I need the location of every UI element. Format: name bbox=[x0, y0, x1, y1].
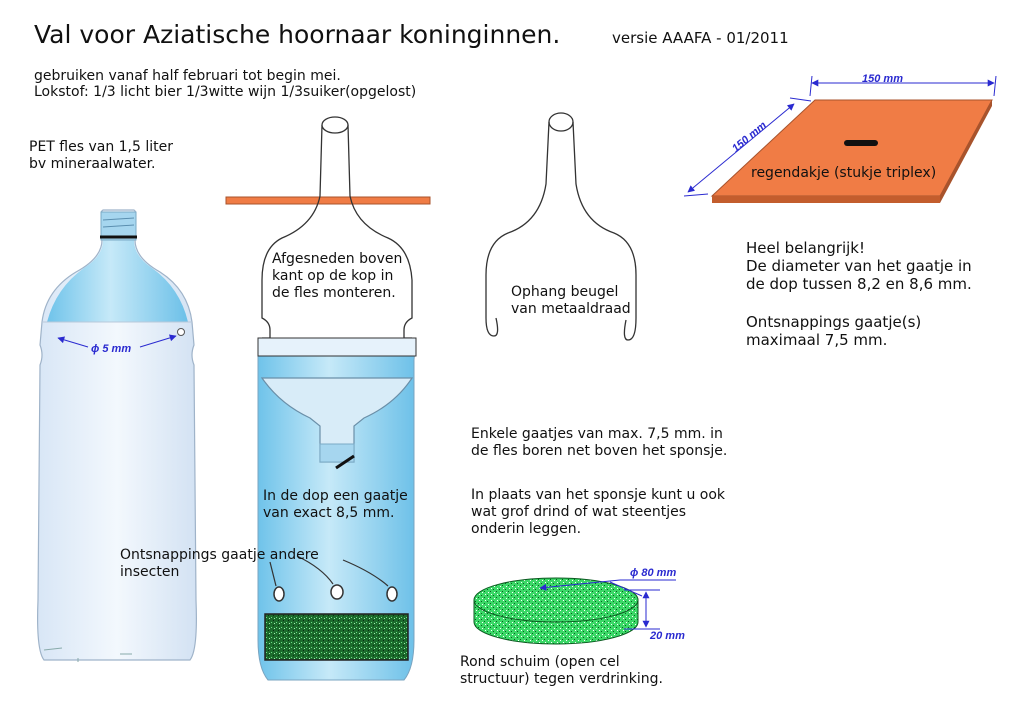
trap-cut-label: Afgesneden boven kant op de kop in de fles monteren. bbox=[272, 251, 403, 301]
hanger-label: Ophang beugel van metaaldraad bbox=[511, 284, 631, 317]
hole-dim-label: ϕ 5 mm bbox=[91, 343, 132, 355]
trap-roof-plank bbox=[226, 197, 430, 204]
trap-escape-label: Ontsnappings gaatje andere insecten bbox=[120, 547, 319, 580]
escape-max-note: Ontsnappings gaatje(s) maximaal 7,5 mm. bbox=[746, 313, 922, 349]
intro-usage: gebruiken vanaf half februari tot begin mei. bbox=[34, 68, 341, 84]
bottle-hole bbox=[178, 329, 185, 336]
alternative-note: In plaats van het sponsje kunt u ook wat grof drind of wat steentjes onderin leggen. bbox=[471, 487, 726, 537]
roof-depth-label: 150 mm bbox=[729, 119, 770, 155]
rain-roof bbox=[684, 76, 996, 203]
trap-sponge bbox=[265, 614, 408, 660]
pet-bottle-caption: PET fles van 1,5 liter bv mineraalwater. bbox=[29, 139, 174, 172]
roof-width-label: 150 mm bbox=[862, 73, 903, 85]
escape-hole-2 bbox=[331, 585, 343, 599]
sponge-diameter-label: ϕ 80 mm bbox=[630, 567, 677, 579]
version-label: versie AAAFA - 01/2011 bbox=[612, 29, 789, 47]
roof-label: regendakje (stukje triplex) bbox=[751, 165, 937, 181]
holes-note: Enkele gaatjes van max. 7,5 mm. in de fles boren net boven het sponsje. bbox=[471, 426, 728, 459]
escape-hole-3 bbox=[387, 587, 397, 601]
pet-bottle bbox=[38, 210, 197, 662]
escape-hole-1 bbox=[274, 587, 284, 601]
intro-bait: Lokstof: 1/3 licht bier 1/3witte wijn 1/3suiker(opgelost) bbox=[34, 84, 417, 100]
important-note: Heel belangrijk! De diameter van het gaatje in de dop tussen 8,2 en 8,6 mm. bbox=[746, 239, 972, 293]
page-title: Val voor Aziatische hoornaar koninginnen. bbox=[34, 20, 561, 49]
trap-assembly bbox=[226, 117, 430, 680]
trap-cap-label: In de dop een gaatje van exact 8,5 mm. bbox=[263, 488, 408, 521]
sponge-height-label: 20 mm bbox=[650, 630, 685, 642]
roof-hole bbox=[844, 140, 878, 146]
sponge-label: Rond schuim (open cel structuur) tegen verdrinking. bbox=[460, 654, 663, 687]
foam-sponge bbox=[474, 578, 676, 644]
